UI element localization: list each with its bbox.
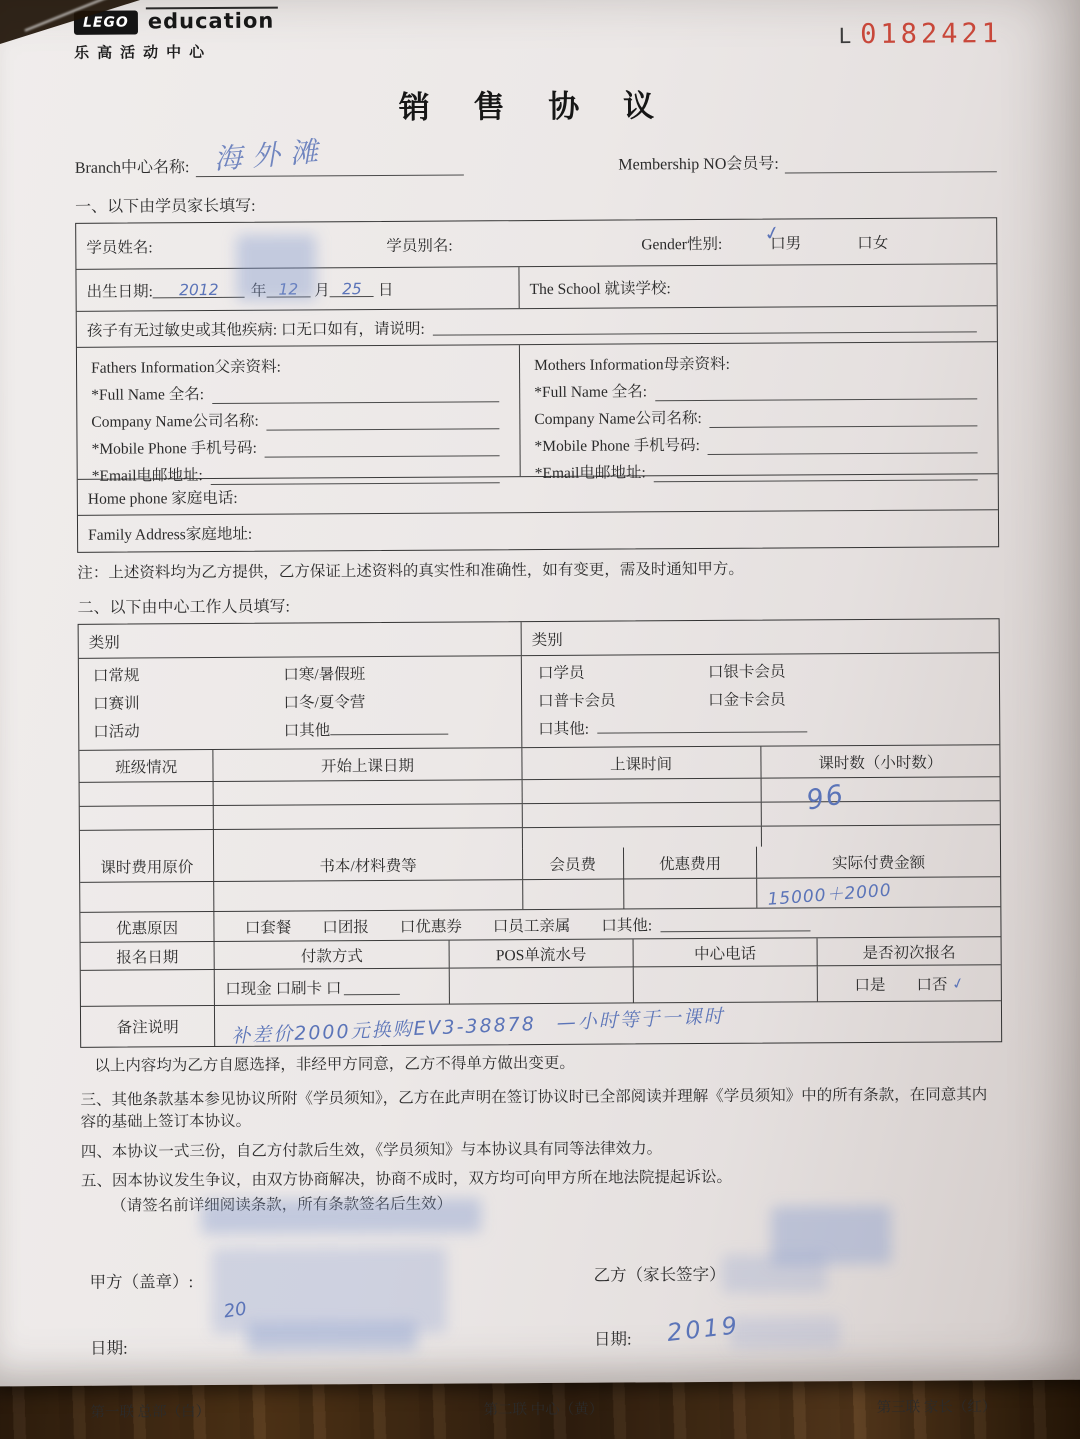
mother-email-label: *Email电邮地址: [534, 464, 646, 483]
checkbox-regular: 口常规 [92, 666, 140, 685]
materials-fee-header: 书本/材料费等 [319, 857, 417, 875]
father-company-blank [267, 412, 500, 430]
gender-label: Gender性别: [641, 235, 723, 253]
checkbox-gold-member: 口金卡会员 [708, 691, 786, 709]
form-header [74, 2, 1003, 70]
actual-paid-header: 实际付费金额 [832, 854, 926, 872]
checkbox-winter-summer-class: 口寒/暑假班 [283, 665, 366, 684]
payment-checkboxes: 口现金 口刷卡 口 [225, 979, 342, 998]
section1-heading: 一、以下由学员家长填写: [75, 197, 256, 216]
father-fullname-label: *Full Name 全名: [91, 386, 205, 404]
category-header-row [79, 619, 999, 659]
allergy-row [77, 306, 997, 348]
mother-fullname-label: *Full Name 全名: [534, 383, 648, 402]
start-date-header: 开始上课日期 [320, 757, 415, 775]
checkbox-competition: 口赛训 [93, 694, 140, 713]
logo-education-text: education [146, 7, 279, 35]
payment-options-row [81, 965, 1001, 1007]
logo-chinese-name: 乐高活动中心 [74, 44, 213, 62]
payment-method-header: 付款方式 [300, 947, 363, 965]
serial-digits: 0182421 [860, 18, 1003, 51]
date-b-label: 日期: [593, 1329, 632, 1350]
discount-other-blank [660, 914, 810, 932]
payment-other-blank [343, 978, 399, 995]
section1-note: 注：上述资料均为乙方提供，乙方保证上述资料的真实性和准确性，如有变更，需及时通知甲方。 [77, 560, 744, 582]
category-options-row [79, 653, 1000, 751]
terms-block [80, 1084, 1003, 1218]
father-fullname-blank [212, 385, 499, 404]
mother-company-blank [710, 409, 978, 428]
first-time-checkboxes: 口是 口否 [854, 976, 948, 994]
parents-row [77, 342, 998, 485]
lego-logo-icon: LEGO [74, 10, 138, 34]
paid-amount-handwriting: 15000＋2000 [767, 880, 893, 910]
father-mobile-blank [265, 439, 500, 457]
center-phone-header: 中心电话 [694, 945, 757, 963]
family-address-row [78, 510, 998, 552]
gender-male-checkbox: 口男 [770, 234, 802, 253]
date-b-handwriting: 2019 [665, 1311, 742, 1348]
hours-handwriting: 96 [804, 779, 848, 817]
birthdate-label: 出生日期: [86, 282, 153, 301]
checkbox-standard-member: 口普卡会员 [538, 692, 616, 710]
discount-reason-label: 优惠原因 [116, 919, 179, 938]
father-company-label: Company Name公司名称: [91, 412, 259, 431]
birth-day-handwriting: 25 [341, 280, 362, 299]
copy-1-label: 第一联 总部（白） [90, 1404, 211, 1422]
paper-corner-fold [0, 0, 140, 44]
day-suffix: 日 [377, 281, 394, 299]
checkbox-other-left: 口其他 [283, 721, 331, 740]
birth-year-handwriting: 2012 [179, 280, 219, 300]
checkbox-student: 口学员 [537, 664, 585, 682]
student-alias-label: 学员别名: [386, 237, 453, 255]
allergy-label: 孩子有无过敏史或其他疾病: 口无口如有，请说明: [86, 320, 425, 340]
branch-row [74, 134, 997, 178]
term-3: 三、其他条款基本参见协议所附《学员须知》，乙方在此声明在签订协议时已全部阅读并理解《学员须知》中的所有条款，在同意其内容的基础上签订本协议。 [80, 1086, 988, 1132]
discount-options: 口套餐 口团报 口优惠券 口员工亲属 口其他: [244, 916, 653, 937]
category-right-header: 类别 [531, 631, 563, 649]
serial-number [838, 18, 1002, 50]
checkbox-silver-member: 口银卡会员 [707, 663, 786, 681]
parent-info-table [75, 217, 999, 553]
redacted-stamp-area [211, 1247, 447, 1334]
page-title: 销 售 协 议 [398, 88, 673, 125]
signup-date-header: 报名日期 [116, 948, 179, 967]
checkbox-other-right: 口其他: [538, 720, 590, 738]
father-mobile-label: *Mobile Phone 手机号码: [91, 439, 257, 458]
mother-mobile-label: *Mobile Phone 手机号码: [534, 437, 700, 456]
copy-2-label: 第二联 中心（黄） [483, 1401, 604, 1419]
remarks-handwriting: 补差价2000元换购EV3-38878 —小时等于一课时 [231, 1004, 726, 1048]
category-left-header: 类别 [88, 634, 120, 652]
mother-company-label: Company Name公司名称: [534, 410, 702, 429]
copy-3-label: 第三联 家长（红） [876, 1399, 997, 1417]
remarks-row [81, 1001, 1001, 1047]
birthdate-row [76, 264, 996, 312]
redacted-parent-signature [771, 1206, 891, 1265]
redacted-date-b [730, 1317, 840, 1350]
branch-name-handwriting: 海外滩 [212, 134, 329, 176]
hours-header: 课时数（小时数） [818, 754, 943, 772]
serial-prefix: L [838, 24, 852, 49]
student-name-label: 学员姓名: [86, 238, 153, 257]
checkbox-camp: 口冬/夏令营 [283, 693, 366, 712]
father-email-label: *Email电邮地址: [91, 467, 203, 485]
signature-block [81, 1220, 1004, 1378]
other-right-blank [597, 715, 807, 733]
date-a-label: 日期: [89, 1338, 128, 1359]
home-phone-label: Home phone 家庭电话: [87, 489, 238, 508]
branch-name-blank [195, 134, 463, 177]
mother-mobile-blank [708, 436, 978, 455]
checkbox-activity: 口活动 [93, 722, 140, 741]
pos-number-header: POS单流水号 [495, 946, 587, 964]
mother-info-heading: Mothers Information母亲资料: [533, 355, 730, 375]
copies-footer [82, 1396, 1004, 1423]
gender-female-checkbox: 口女 [857, 234, 889, 252]
table-footnote: 以上内容均为乙方自愿选择，非经甲方同意，乙方不得单方做出变更。 [94, 1054, 575, 1075]
term-sign-note: （请签名前详细阅读条款，所有条款签名后生效） [111, 1195, 453, 1215]
remarks-label: 备注说明 [116, 1019, 179, 1037]
father-info-heading: Fathers Information父亲资料: [90, 358, 281, 377]
redacted-parent-signature-2 [721, 1255, 826, 1294]
party-b-label: 乙方（家长签字） [593, 1265, 726, 1286]
party-a-label: 甲方（盖章）: [89, 1272, 194, 1293]
class-time-header: 上课时间 [610, 755, 673, 774]
staff-table [78, 618, 1003, 1048]
student-name-row [76, 218, 996, 270]
redacted-date-a [247, 1323, 417, 1352]
allergy-blank [433, 315, 977, 335]
gender-male-check-icon: ✓ [761, 220, 783, 246]
original-fee-header: 课时费用原价 [100, 858, 194, 877]
birth-month-handwriting: 12 [278, 280, 299, 299]
family-address-label: Family Address家庭地址: [88, 525, 253, 544]
party-a-stamp-handwriting: 20 [222, 1298, 249, 1323]
year-suffix: 年 [250, 282, 267, 300]
class-empty-rows [80, 777, 1000, 851]
school-label: The School 就读学校: [529, 279, 671, 298]
home-phone-row [78, 474, 998, 516]
mother-fullname-blank [655, 382, 977, 401]
term-5: 五、因本协议发生争议，由双方协商解决，协商不成时，双方均可向甲方所在地法院提起诉讼。 [80, 1169, 733, 1191]
first-time-check-icon: ✓ [949, 972, 967, 994]
month-suffix: 月 [314, 281, 330, 299]
other-left-blank [330, 717, 448, 735]
membership-blank [785, 155, 997, 173]
membership-label: Membership NO会员号: [618, 155, 779, 174]
discount-fee-header: 优惠费用 [658, 855, 722, 873]
class-status-header: 班级情况 [115, 758, 178, 777]
first-time-header: 是否初次报名 [862, 943, 956, 962]
term-4: 四、本协议一式三份，自乙方付款后生效，《学员须知》与本协议具有同等法律效力。 [80, 1140, 663, 1161]
section2-heading: 二、以下由中心工作人员填写: [77, 598, 291, 617]
branch-label: Branch中心名称: [74, 159, 190, 177]
membership-fee-header: 会员费 [549, 856, 597, 874]
